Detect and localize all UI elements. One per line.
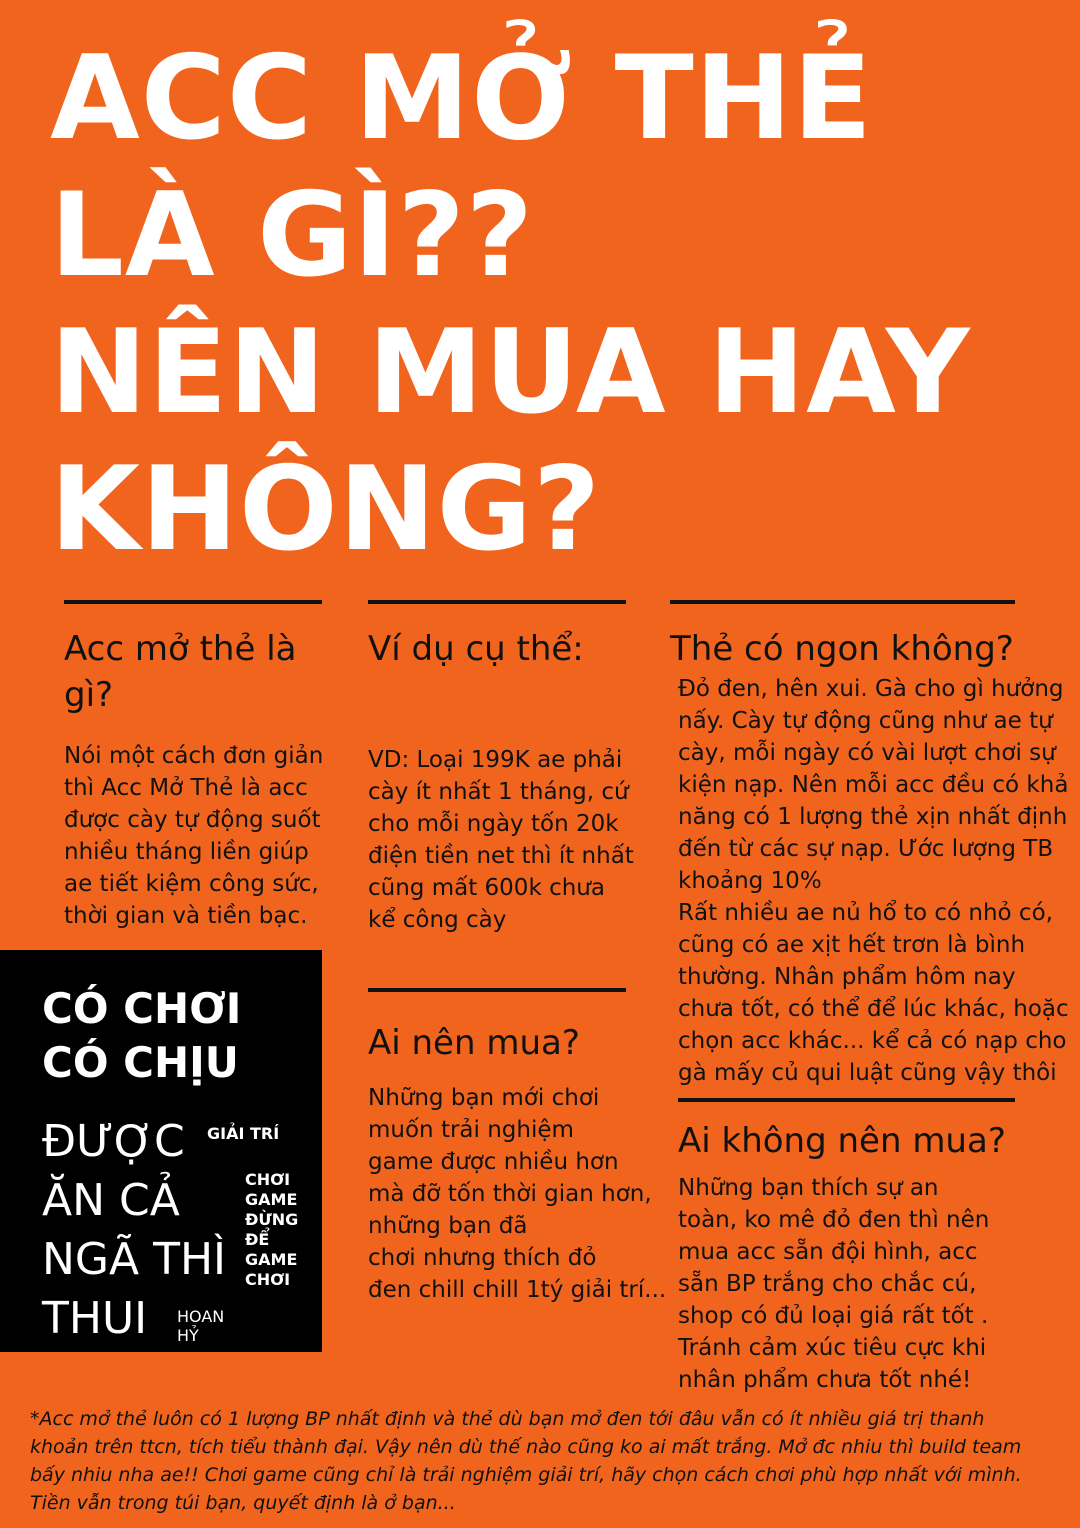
col3-line: nấy. Cày tự động cũng như ae tự [678, 708, 1053, 734]
col3-line: năng có 1 lượng thẻ xịn nhất định [678, 804, 1068, 830]
col3-line: chưa tốt, có thể để lúc khác, hoặc [678, 996, 1069, 1022]
col3-line: Rất nhiều ae nủ hổ to có nhỏ có, [678, 900, 1053, 926]
col3-line: cày, mỗi ngày có vài lượt chơi sự [678, 740, 1056, 766]
col1-line: thì Acc Mở Thẻ là acc [64, 775, 308, 801]
col1-line: Nói một cách đơn giản [64, 743, 324, 769]
who-not-line: Những bạn thích sự an [678, 1175, 939, 1201]
col2-line: VD: Loại 199K ae phải [368, 747, 623, 773]
col2-body [368, 744, 658, 936]
who-not-line: Tránh cảm xúc tiêu cực khi [678, 1335, 987, 1361]
divider-who-buy [368, 988, 626, 992]
who-buy-line: Những bạn mới chơi [368, 1085, 600, 1111]
col3-line: Đỏ đen, hên xui. Gà cho gì hưởng [678, 676, 1064, 702]
tag-giai-tri: GIẢI TRÍ [207, 1124, 280, 1143]
tag-choi-game: CHƠI GAME ĐỪNG ĐỂ GAME CHƠI [245, 1170, 299, 1289]
divider-col3 [670, 600, 1015, 604]
col3-body [678, 673, 1070, 1089]
divider-who-not [678, 1098, 1015, 1102]
who-buy-body [368, 1082, 668, 1306]
who-not-line: shop có đủ loại giá rất tốt . [678, 1303, 989, 1329]
footnote-line: *Acc mở thẻ luôn có 1 lượng BP nhất định và thẻ dù bạn mở đen tới đâu vẫn có ít nhiều giá trị thanh [30, 1408, 985, 1430]
tag-hoan-hy: HOAN HỶ [177, 1307, 225, 1345]
title-line-4: KHÔNG? [50, 442, 602, 577]
divider-col1 [64, 600, 322, 604]
col2-line: cho mỗi ngày tốn 20k [368, 811, 619, 837]
col1-body [64, 740, 354, 932]
who-not-body [678, 1172, 1068, 1396]
who-not-line: mua acc sẵn đội hình, acc [678, 1239, 978, 1265]
who-buy-line: chơi nhưng thích đỏ [368, 1245, 597, 1271]
col2-heading: Ví dụ cụ thể: [368, 629, 584, 669]
who-not-line: nhân phẩm chưa tốt nhé! [678, 1367, 972, 1393]
col3-line: chọn acc khác... kể cả có nạp cho [678, 1028, 1067, 1054]
col3-line: gà mấy củ qui luật cũng vậy thôi [678, 1060, 1057, 1086]
col3-line: đến từ các sự nạp. Ước lượng TB [678, 836, 1054, 862]
col1-line: ae tiết kiệm công sức, [64, 871, 319, 897]
col3-line: cũng có ae xịt hết trơn là bình [678, 932, 1026, 958]
col2-line: cày ít nhất 1 tháng, cứ [368, 779, 629, 805]
who-buy-heading: Ai nên mua? [368, 1023, 580, 1063]
footnote-line: bấy nhiu nha ae!! Chơi game cũng chỉ là trải nghiệm giải trí, hãy chọn cách chơi phù hợp nhất với mình. [30, 1464, 1022, 1486]
col1-line: thời gian và tiền bạc. [64, 903, 308, 929]
who-not-line: toàn, ko mê đỏ đen thì nên [678, 1207, 990, 1233]
who-buy-line: đen chill chill 1tý giải trí... [368, 1277, 667, 1303]
col2-line: kể công cày [368, 907, 507, 933]
who-buy-line: mà đỡ tốn thời gian hơn, [368, 1181, 652, 1207]
slogan: CÓ CHƠI CÓ CHỊU [42, 984, 242, 1087]
col3-line: khoảng 10% [678, 868, 822, 894]
who-buy-line: game được nhiều hơn [368, 1149, 619, 1175]
who-not-heading: Ai không nên mua? [678, 1121, 1006, 1161]
col3-line: thường. Nhân phẩm hôm nay [678, 964, 1016, 990]
who-buy-line: muốn trải nghiệm [368, 1117, 574, 1143]
page-title [50, 30, 1060, 578]
col3-line: kiện nạp. Nên mỗi acc đều có khả [678, 772, 1069, 798]
col1-line: nhiều tháng liền giúp [64, 839, 309, 865]
divider-col2 [368, 600, 626, 604]
title-line-3: NÊN MUA HAY [50, 305, 971, 440]
col3-heading: Thẻ có ngon không? [670, 629, 1014, 669]
who-not-line: sẵn BP trắng cho chắc cú, [678, 1271, 977, 1297]
who-buy-line: những bạn đã [368, 1213, 528, 1239]
col2-line: cũng mất 600k chưa [368, 875, 605, 901]
col1-heading: Acc mở thẻ là gì? [64, 629, 297, 715]
col2-line: điện tiền net thì ít nhất [368, 843, 634, 869]
slogan-big-text: ĐƯỢC ĂN CẢ NGÃ THÌ THUI [42, 1116, 227, 1344]
title-line-1: ACC MỞ THẺ [50, 31, 874, 166]
footnote-line: khoản trên ttcn, tích tiểu thành đại. Vậy nên dù thế nào cũng ko ai mất trắng. Mở đc nhiu thì build team [30, 1436, 1022, 1458]
footnote [30, 1405, 1040, 1517]
col1-line: được cày tự động suốt [64, 807, 321, 833]
title-line-2: LÀ GÌ?? [50, 168, 535, 303]
footnote-line: Tiền vẫn trong túi bạn, quyết định là ở bạn... [30, 1492, 456, 1514]
